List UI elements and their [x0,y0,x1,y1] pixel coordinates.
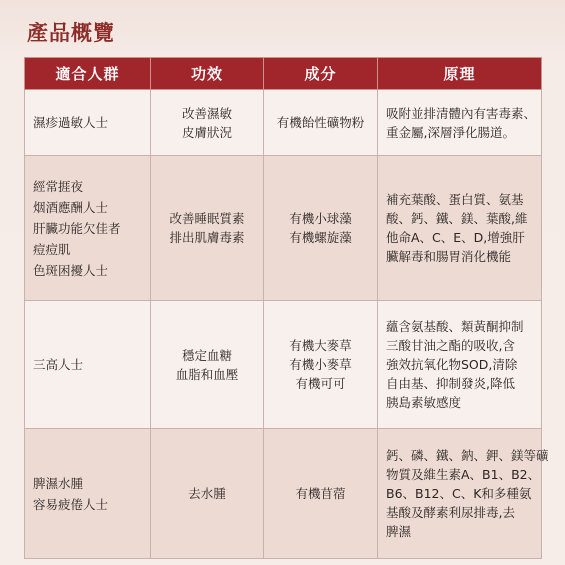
suitable-group-cell [25,156,151,301]
group-line: 烟酒應酬人士 [33,199,109,215]
principle-line: 補充葉酸、蛋白質、氨基 [386,192,524,207]
effect-cell [151,429,264,559]
effect-line: 去水腫 [188,486,226,501]
group-line: 痘痘肌 [33,241,71,257]
group-line: 脾濕水腫 [33,475,84,491]
principle-line: 他命A、C、E、D,增強肝 [386,230,525,245]
ingredient-cell [264,301,378,429]
principle-cell [378,301,542,429]
effect-line: 改善睡眠質素 [169,211,245,226]
ingredient-line: 有機螺旋藻 [289,230,352,245]
principle-line: 重金屬,深層淨化腸道。 [386,124,515,140]
ingredient-line: 有機小球藻 [289,211,352,226]
suitable-group-cell [25,90,151,156]
principle-cell [378,156,542,301]
header-principle: 原理 [378,58,542,90]
suitable-group-cell [25,429,151,559]
principle-line: 脾濕 [386,524,412,539]
effect-line: 改善濕敏 [181,105,232,121]
header-suitable-group: 適合人群 [25,58,151,90]
principle-line: 物質及維生素A、B1、B2、 [386,467,541,482]
principle-cell [378,90,542,156]
principle-line: 強效抗氧化物SOD,清除 [386,357,518,372]
header-ingredient: 成分 [264,58,378,90]
principle-line: 臟解毒和腸胃消化機能 [386,249,512,264]
table-row [25,301,542,429]
ingredient-line: 有機可可 [295,376,346,391]
header-effect: 功效 [151,58,264,90]
table-row [25,90,542,156]
principle-line: 酸、鈣、鐵、鎂、葉酸,維 [386,211,528,226]
group-line: 肝臟功能欠佳者 [33,220,121,236]
table-row [25,429,542,559]
effect-cell [151,90,264,156]
group-line: 容易疲倦人士 [33,496,109,512]
effect-line: 穩定血糖 [181,347,232,363]
group-line: 濕疹過敏人士 [33,115,109,130]
table-row [25,156,542,301]
principle-line: 自由基、抑制發炎,降低 [386,376,515,391]
ingredient-cell [264,429,378,559]
principle-line: 蘊含氨基酸、類黃酮抑制 [386,319,524,334]
suitable-group-cell [25,301,151,429]
group-line: 經常捱夜 [33,178,84,194]
effect-line: 血脂和血壓 [175,366,239,382]
ingredient-line: 有機大麥草 [289,338,352,353]
principle-line: 鈣、磷、鐵、鈉、鉀、鎂等礦 [386,448,549,463]
effect-line: 排出肌膚毒素 [169,230,245,245]
ingredient-cell [264,90,378,156]
page-title: 產品概覽 [27,21,115,45]
principle-line: B6、B12、C、K和多種氨 [386,486,532,501]
table-header-row [25,58,542,90]
principle-cell [378,429,549,559]
effect-cell [151,156,264,301]
principle-line: 胰島素敏感度 [386,395,462,410]
ingredient-line: 有機苜蓿 [295,486,346,501]
principle-line: 吸附並排清體內有害毒素、 [386,105,537,121]
ingredient-cell [264,156,378,301]
product-overview-table [24,57,549,559]
effect-cell [151,301,264,429]
effect-line: 皮膚狀況 [181,124,232,140]
group-line: 色斑困擾人士 [33,262,109,278]
ingredient-line: 有機飴性礦物粉 [276,115,365,130]
principle-line: 三酸甘油之酯的吸收,含 [386,338,515,353]
principle-line: 基酸及酵素利尿排毒,去 [386,505,515,520]
group-line: 三高人士 [33,357,84,372]
ingredient-line: 有機小麥草 [289,357,352,372]
